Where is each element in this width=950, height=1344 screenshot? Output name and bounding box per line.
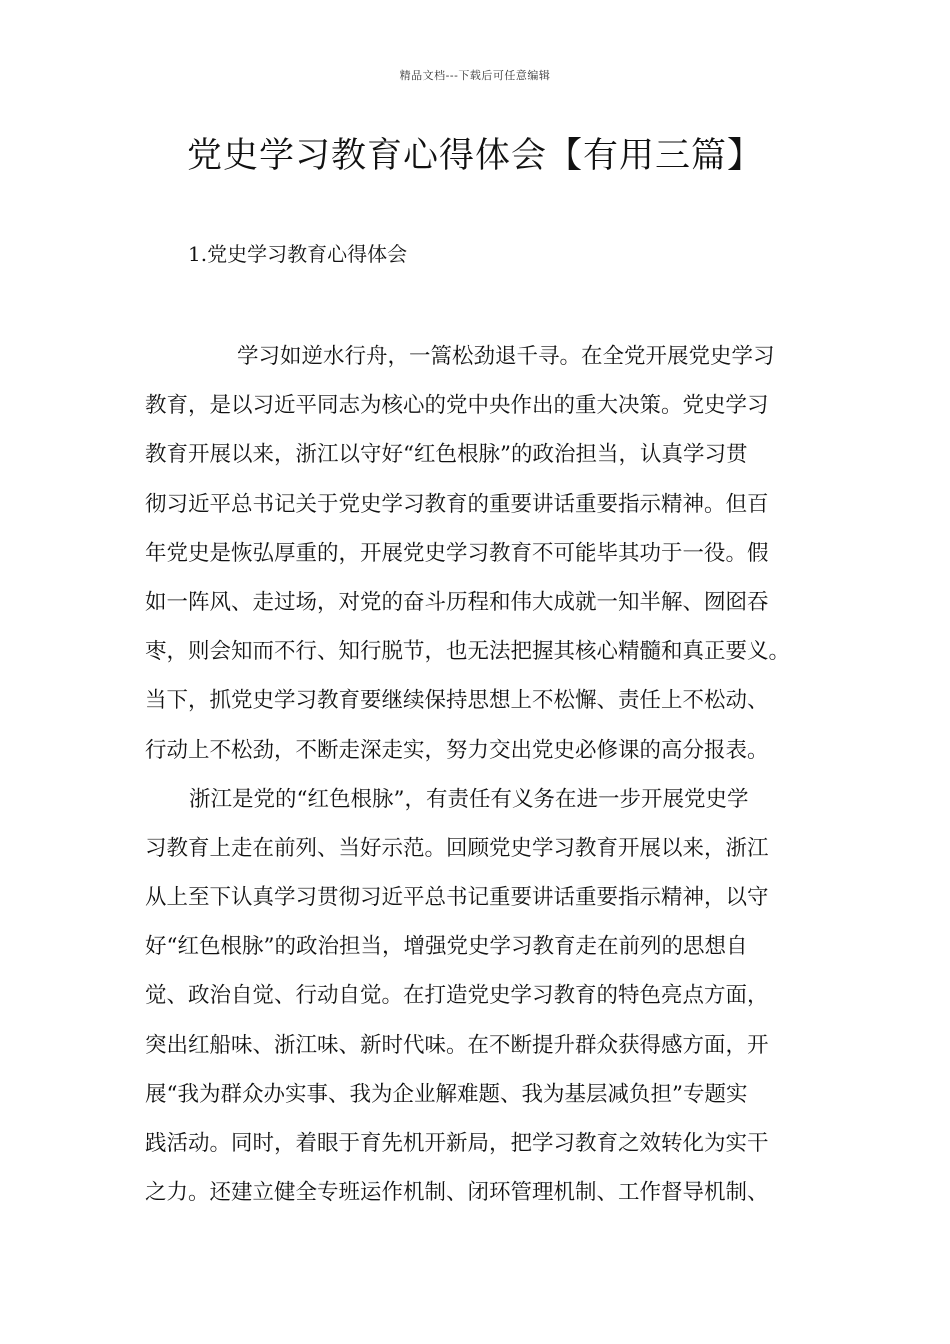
paragraph-line: 从上至下认真学习贯彻习近平总书记重要讲话重要指示精神，以守: [145, 885, 769, 911]
paragraph-line: 觉、政治自觉、行动自觉。在打造党史学习教育的特色亮点方面，: [145, 983, 769, 1009]
paragraph-line: 行动上不松劲，不断走深走实，努力交出党史必修课的高分报表。: [145, 737, 769, 763]
paragraph-line: 浙江是党的“红色根脉”，有责任有义务在进一步开展党史学: [189, 786, 749, 812]
header-note: 精品文档---下载后可任意编辑: [399, 69, 551, 82]
paragraph-line: 习教育上走在前列、当好示范。回顾党史学习教育开展以来，浙江: [145, 835, 769, 861]
paragraph: [145, 332, 825, 775]
document-body: [145, 332, 825, 1217]
paragraph-line: 年党史是恢弘厚重的，开展党史学习教育不可能毕其功于一役。假: [145, 540, 769, 566]
document-title: 党史学习教育心得体会【有用三篇】: [186, 136, 763, 176]
paragraph-line: 好“红色根脉”的政治担当，增强党史学习教育走在前列的思想自: [145, 934, 748, 960]
paragraph-line: 枣，则会知而不行、知行脱节，也无法把握其核心精髓和真正要义。: [145, 639, 791, 665]
paragraph-line: 当下，抓党史学习教育要继续保持思想上不松懈、责任上不松动、: [145, 688, 769, 714]
paragraph-line: 教育，是以习近平同志为核心的党中央作出的重大决策。党史学习: [145, 393, 769, 419]
section-heading: 1.党史学习教育心得体会: [188, 242, 408, 266]
paragraph-line: 如一阵风、走过场，对党的奋斗历程和伟大成就一知半解、囫囵吞: [145, 589, 769, 615]
paragraph-line: 突出红船味、浙江味、新时代味。在不断提升群众获得感方面，开: [145, 1032, 769, 1058]
paragraph-line: 展“我为群众办实事、我为企业解难题、我为基层减负担”专题实: [145, 1081, 748, 1107]
paragraph-line: 学习如逆水行舟，一篙松劲退千寻。在全党开展党史学习: [237, 344, 775, 369]
paragraph-line: 之力。还建立健全专班运作机制、闭环管理机制、工作督导机制、: [145, 1180, 769, 1206]
paragraph-line: 践活动。同时，着眼于育先机开新局，把学习教育之效转化为实干: [145, 1131, 769, 1156]
paragraph-line: 教育开展以来，浙江以守好“红色根脉”的政治担当，认真学习贯: [145, 442, 748, 468]
paragraph: [145, 775, 825, 1218]
paragraph-line: 彻习近平总书记关于党史学习教育的重要讲话重要指示精神。但百: [145, 491, 769, 517]
